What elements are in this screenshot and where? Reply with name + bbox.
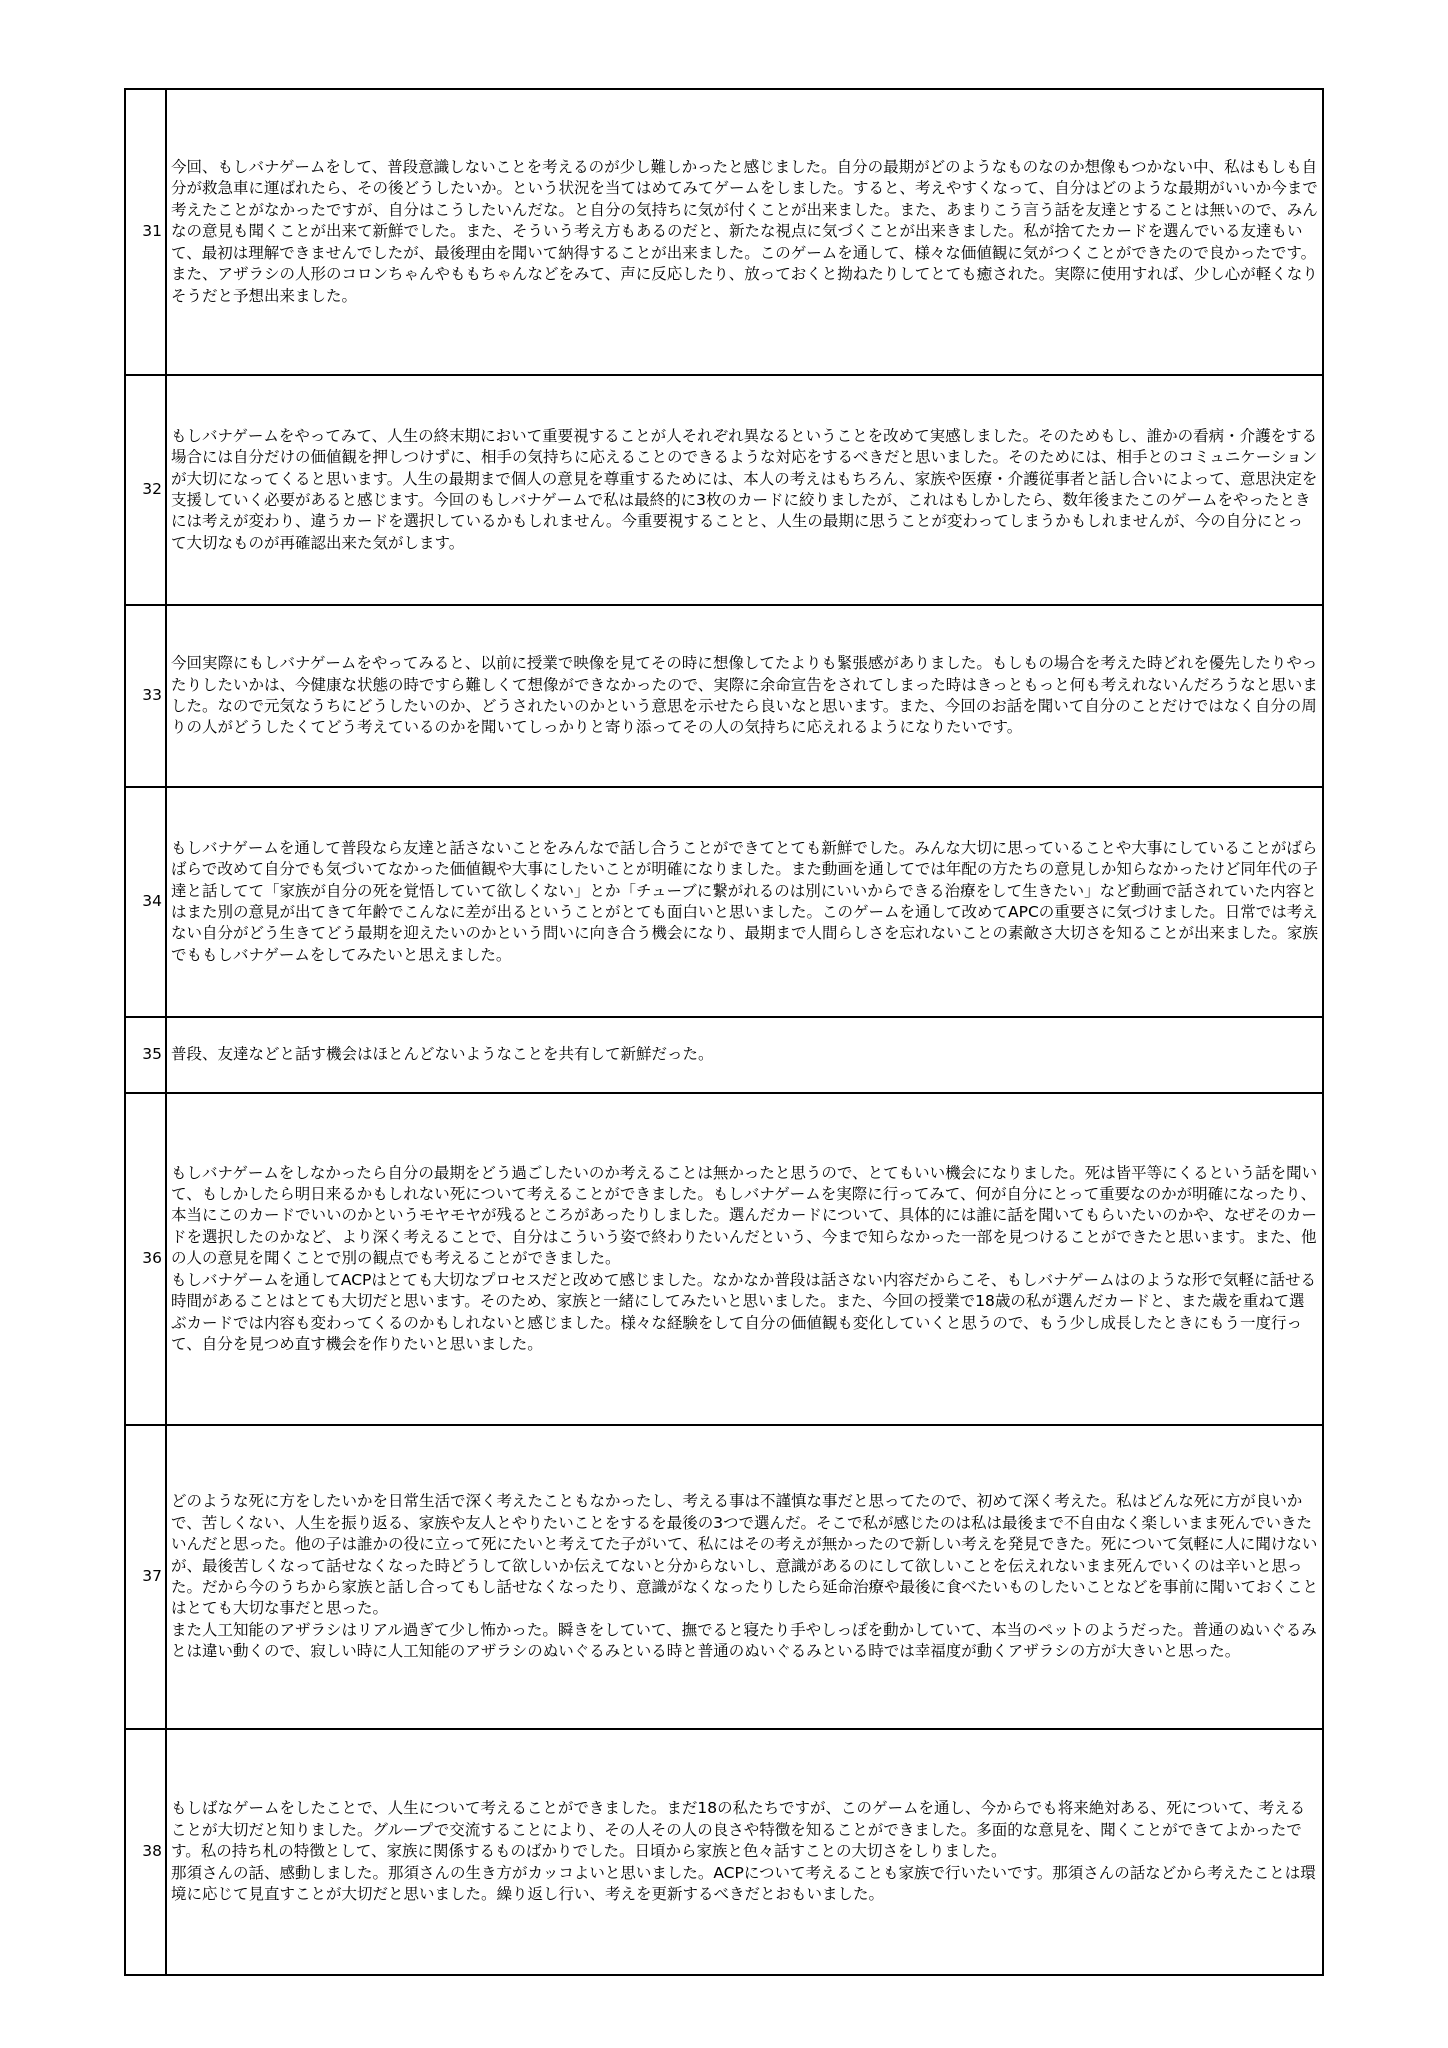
response-text: もしバナゲームをやってみて、人生の終末期において重要視することが人それぞれ異なるということを改めて実感しました。そのためもし、誰かの看病・介護をする場合には自分だけの価値観を押しつけずに、相手の気持ちに応えることのできるような対応をするべきだと思いました。そのためには、相手とのコミュニケーションが大切になってくると思います。人生の最期まで個人の意見を尊重するためには、本人の考えはもちろん、家族や医療・介護従事者と話し合いによって、意思決定を支援していく必要があると感じます。今回のもしバナゲームで私は最終的に3枚のカードに絞りましたが、これはもしかしたら、数年後またこのゲームをやったときには考えが変わり、違うカードを選択しているかもしれません。今重要視することと、人生の最期に思うことが変わってしまうかもしれませんが、今の自分にとって大切なものが再確認出来た気がします。 xyxy=(171,426,1318,552)
row-number: 37 xyxy=(125,1425,166,1729)
row-number: 36 xyxy=(125,1093,166,1425)
row-number: 38 xyxy=(125,1729,166,1975)
response-cell xyxy=(166,605,1323,787)
row-number: 31 xyxy=(125,89,166,375)
table-row xyxy=(125,1017,1323,1093)
row-number: 35 xyxy=(125,1017,166,1093)
table-row xyxy=(125,1425,1323,1729)
table-row xyxy=(125,1729,1323,1975)
row-number: 32 xyxy=(125,375,166,605)
row-number: 34 xyxy=(125,787,166,1017)
table-row xyxy=(125,1093,1323,1425)
table-row xyxy=(125,787,1323,1017)
table-row xyxy=(125,605,1323,787)
table-row xyxy=(125,89,1323,375)
responses-table xyxy=(124,88,1324,1976)
response-cell xyxy=(166,1093,1323,1425)
response-text: どのような死に方をしたいかを日常生活で深く考えたこともなかったし、考える事は不謹慎な事だと思ってたので、初めて深く考えた。私はどんな死に方が良いかで、苦しくない、人生を振り返る、家族や友人とやりたいことをするを最後の3つで選んだ。そこで私が感じたのは私は最後まで不自由なく楽しいまま死んでいきたいんだと思った。他の子は誰かの役に立って死にたいと考えてた子がいて、私にはその考えが無かったので新しい考えを発見できた。死について気軽に人に聞けないが、最後苦しくなって話せなくなった時どうして欲しいか伝えてないと分からないし、意識があるのにして欲しいことを伝えれないまま死んでいくのは辛いと思った。だから今のうちから家族と話し合ってもし話せなくなったり、意識がなくなったりしたら延命治療や最後に食べたいものしたいことなどを事前に聞いておくことはとても大切な事だと思った。 また人工知能のアザラシはリアル過ぎて少し怖かった。瞬きをしていて、撫でると寝たり手やしっぽを動かしていて、本当のペットのようだった。普通のぬいぐるみとは違い動くので、寂しい時に人工知能のアザラシのぬいぐるみといる時と普通のぬいぐるみといる時では幸福度が動くアザラシの方が大きいと思った。 xyxy=(171,1492,1319,1661)
response-text: もしばなゲームをしたことで、人生について考えることができました。まだ18の私たちですが、このゲームを通し、今からでも将来絶対ある、死について、考えることが大切だと知りました。グループで交流することにより、その人その人の良さや特徴を知ることができました。多面的な意見を、聞くことができてよかったです。私の持ち札の特徴として、家族に関係するものばかりでした。日頃から家族と色々話すことの大切さをしりました。 那須さんの話、感動しました。那須さんの生き方がカッコよいと思いました。ACPについて考えることも家族で行いたいです。那須さんの話などから考えたことは環境に応じて見直すことが大切だと思いました。繰り返し行い、考えを更新するべきだとおもいました。 xyxy=(171,1799,1316,1904)
response-cell xyxy=(166,89,1323,375)
response-text: 今回、もしバナゲームをして、普段意識しないことを考えるのが少し難しかったと感じました。自分の最期がどのようなものなのか想像もつかない中、私はもしも自分が救急車に運ばれたら、その後どうしたいか。という状況を当てはめてみてゲームをしました。すると、考えやすくなって、自分はどのような最期がいいか今まで考えたことがなかったですが、自分はこうしたいんだな。と自分の気持ちに気が付くことが出来ました。また、あまりこう言う話を友達とすることは無いので、みんなの意見も聞くことが出来て新鮮でした。また、そういう考え方もあるのだと、新たな視点に気づくことが出来きました。私が捨てたカードを選んでいる友達もいて、最初は理解できませんでしたが、最後理由を聞いて納得することが出来ました。このゲームを通して、様々な価値観に気がつくことができたので良かったです。 また、アザラシの人形のコロンちゃんやももちゃんなどをみて、声に反応したり、放っておくと拗ねたりしてとても癒された。実際に使用すれば、少し心が軽くなりそうだと予想出来ました。 xyxy=(171,158,1318,305)
response-cell xyxy=(166,1729,1323,1975)
response-text: 今回実際にもしバナゲームをやってみると、以前に授業で映像を見てその時に想像してたよりも緊張感がありました。もしもの場合を考えた時どれを優先したりやったりしたいかは、今健康な状態の時ですら難しくて想像ができなかったので、実際に余命宣告をされてしまった時はきっともっと何も考えれないんだろうなと思いました。なので元気なうちにどうしたいのか、どうされたいのかという意思を示せたら良いなと思います。また、今回のお話を聞いて自分のことだけではなく自分の周りの人がどうしたくてどう考えているのかを聞いてしっかりと寄り添ってその人の気持ちに応えれるようになりたいです。 xyxy=(171,654,1318,737)
response-cell xyxy=(166,1017,1323,1093)
response-cell xyxy=(166,1425,1323,1729)
row-number: 33 xyxy=(125,605,166,787)
response-text: 普段、友達などと話す機会はほとんどないようなことを共有して新鮮だった。 xyxy=(171,1045,714,1064)
response-text: もしバナゲームを通して普段なら友達と話さないことをみんなで話し合うことができてとても新鮮でした。みんな大切に思っていることや大事にしていることがばらばらで改めて自分でも気づいてなかった価値観や大事にしたいことが明確になりました。また動画を通してでは年配の方たちの意見しか知らなかったけど同年代の子達と話してて「家族が自分の死を覚悟していて欲しくない」とか「チューブに繋がれるのは別にいいからできる治療をして生きたい」など動画で話されていた内容とはまた別の意見が出てきて年齢でこんなに差が出るということがとても面白いと思いました。このゲームを通して改めてAPCの重要さに気づけました。日常では考えない自分がどう生きてどう最期を迎えたいのかという問いに向き合う機会になり、最期まで人間らしさを忘れないことの素敵さ大切さを知ることが出来ました。家族でももしバナゲームをしてみたいと思えました。 xyxy=(171,838,1319,964)
response-cell xyxy=(166,375,1323,605)
table-row xyxy=(125,375,1323,605)
response-cell xyxy=(166,787,1323,1017)
response-text: もしバナゲームをしなかったら自分の最期をどう過ごしたいのか考えることは無かったと思うので、とてもいい機会になりました。死は皆平等にくるという話を聞いて、もしかしたら明日来るかもしれない死について考えることができました。もしバナゲームを実際に行ってみて、何が自分にとって重要なのかが明確になったり、本当にこのカードでいいのかというモヤモヤが残るところがあったりしました。選んだカードについて、具体的には誰に話を聞いてもらいたいのかや、なぜそのカードを選択したのかなど、より深く考えることで、自分はこういう姿で終わりたいんだという、今まで知らなかった一部を見つけることができたと思います。また、他の人の意見を聞くことで別の観点でも考えることができました。 もしバナゲームを通してACPはとても大切なプロセスだと改めて感じました。なかなか普段は話さない内容だからこそ、もしバナゲームはのような形で気軽に話せる時間があることはとても大切だと思います。そのため、家族と一緒にしてみたいと思いました。また、今回の授業で18歳の私が選んだカードと、また歳を重ねて選ぶカードでは内容も変わってくるのかもしれないと感じました。様々な経験をして自分の価値観も変化していくと思うので、もう少し成長したときにもう一度行って、自分を見つめ直す機会を作りたいと思いました。 xyxy=(171,1163,1318,1353)
